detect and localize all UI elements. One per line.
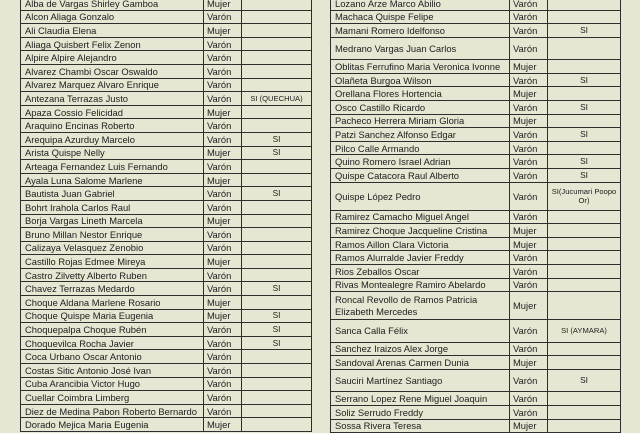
gender-cell: Varón (510, 342, 548, 356)
indigenous-status-cell (242, 64, 312, 78)
member-name-cell: Soliz Serrudo Freddy (331, 405, 510, 419)
member-name-cell: Choque Quispe Maria Eugenia (21, 309, 204, 323)
gender-cell: Mujer (510, 87, 548, 101)
gender-cell: Varón (510, 210, 548, 224)
table-row (331, 210, 621, 224)
member-name-cell: Sauciri Martínez Santiago (331, 369, 510, 392)
gender-cell: Mujer (204, 173, 242, 187)
member-name-cell: Borja Vargas Lineth Marcela (21, 214, 204, 228)
indigenous-status-cell (242, 173, 312, 187)
gender-cell: Varón (204, 51, 242, 65)
indigenous-status-cell: SI (QUECHUA) (242, 92, 312, 106)
member-name-cell: Ramirez Camacho Miguel Angel (331, 210, 510, 224)
table-row (21, 364, 312, 378)
table-row (331, 369, 621, 392)
gender-cell: Varón (510, 155, 548, 169)
member-name-cell: Orellana Flores Hortencia (331, 87, 510, 101)
indigenous-status-cell (242, 105, 312, 119)
gender-cell: Varón (204, 78, 242, 92)
indigenous-status-cell (548, 265, 621, 279)
member-name-cell: Antezana Terrazas Justo (21, 92, 204, 106)
table-row (331, 419, 621, 433)
gender-cell: Varón (510, 265, 548, 279)
gender-cell: Varón (204, 64, 242, 78)
indigenous-status-cell (548, 419, 621, 433)
member-name-cell: Ramirez Choque Jacqueline Cristina (331, 224, 510, 238)
table-row (21, 255, 312, 269)
member-name-cell: Cuba Arancibia Victor Hugo (21, 377, 204, 391)
member-name-cell: Sossa Rivera Teresa (331, 419, 510, 433)
member-name-cell: Osco Castillo Ricardo (331, 101, 510, 115)
table-row (21, 336, 312, 350)
member-name-cell: Oblitas Ferrufino Maria Veronica Ivonne (331, 60, 510, 74)
indigenous-status-cell: SI (548, 369, 621, 392)
member-name-cell: Aliaga Quisbert Felix Zenon (21, 37, 204, 51)
indigenous-status-cell: SI (242, 146, 312, 160)
indigenous-status-cell (548, 210, 621, 224)
table-row (21, 404, 312, 418)
member-name-cell: Quispe Catacora Raul Alberto (331, 169, 510, 183)
indigenous-status-cell: SI (242, 309, 312, 323)
table-row (331, 141, 621, 155)
table-row (21, 160, 312, 174)
table-row (21, 105, 312, 119)
member-name-cell: Patzi Sanchez Alfonso Edgar (331, 128, 510, 142)
member-name-cell: Sandoval Arenas Carmen Dunia (331, 356, 510, 370)
indigenous-status-cell (548, 278, 621, 292)
member-name-cell: Pacheco Herrera Miriam Gloria (331, 114, 510, 128)
member-name-cell: Serrano Lopez Rene Miguel Joaquin (331, 392, 510, 406)
table-row (21, 78, 312, 92)
table-row (331, 182, 621, 210)
table-row (21, 132, 312, 146)
indigenous-status-cell (242, 364, 312, 378)
gender-cell: Varón (204, 200, 242, 214)
gender-cell: Mujer (204, 0, 242, 10)
table-row (331, 73, 621, 87)
member-name-cell: Mamani Romero Idelfonso (331, 24, 510, 38)
table-row (21, 323, 312, 337)
table-row (331, 251, 621, 265)
member-name-cell: Bautista Juan Gabriel (21, 187, 204, 201)
indigenous-status-cell (548, 0, 621, 10)
member-name-cell: Diez de Medina Pabon Roberto Bernardo (21, 404, 204, 418)
indigenous-status-cell: SI (242, 132, 312, 146)
gender-cell: Varón (510, 128, 548, 142)
gender-cell: Varón (204, 228, 242, 242)
member-name-cell: Alba de Vargas Shirley Gamboa (21, 0, 204, 10)
member-name-cell: Lozano Arze Marco Abilio (331, 0, 510, 10)
table-row (331, 392, 621, 406)
indigenous-status-cell (548, 237, 621, 251)
gender-cell: Mujer (510, 292, 548, 320)
gender-cell: Varón (204, 10, 242, 24)
member-name-cell: Apaza Cossio Felicidad (21, 105, 204, 119)
member-name-cell: Calizaya Velasquez Zenobio (21, 241, 204, 255)
gender-cell: Mujer (510, 224, 548, 238)
indigenous-status-cell (242, 37, 312, 51)
table-row (21, 200, 312, 214)
table-row (331, 320, 621, 343)
gender-cell: Varón (204, 268, 242, 282)
table-row (331, 155, 621, 169)
gender-cell: Mujer (204, 418, 242, 432)
gender-cell: Mujer (510, 419, 548, 433)
table-row (331, 0, 621, 10)
table-row (21, 296, 312, 310)
gender-cell: Varón (204, 37, 242, 51)
member-name-cell: Rivas Montealegre Ramiro Abelardo (331, 278, 510, 292)
member-name-cell: Choquevilca Rocha Javier (21, 336, 204, 350)
gender-cell: Varón (204, 350, 242, 364)
table-row (21, 228, 312, 242)
member-name-cell: Rios Zeballos Oscar (331, 265, 510, 279)
member-name-cell: Machaca Quispe Felipe (331, 10, 510, 24)
member-name-cell: Cuellar Coimbra Limberg (21, 391, 204, 405)
member-name-cell: Araquino Encinas Roberto (21, 119, 204, 133)
indigenous-status-cell (548, 37, 621, 60)
table-row (21, 173, 312, 187)
table-row (331, 265, 621, 279)
table-row (21, 377, 312, 391)
gender-cell: Varón (510, 169, 548, 183)
member-name-cell: Quino Romero Israel Adrian (331, 155, 510, 169)
gender-cell: Varón (510, 251, 548, 265)
gender-cell: Mujer (204, 309, 242, 323)
indigenous-status-cell: SI (548, 155, 621, 169)
table-row (331, 356, 621, 370)
member-name-cell: Chavez Terrazas Medardo (21, 282, 204, 296)
indigenous-status-cell (548, 60, 621, 74)
member-name-cell: Alvarez Chambi Oscar Oswaldo (21, 64, 204, 78)
gender-cell: Varón (204, 132, 242, 146)
indigenous-status-cell (242, 228, 312, 242)
indigenous-status-cell: SI (548, 101, 621, 115)
gender-cell: Mujer (204, 24, 242, 38)
member-name-cell: Choque Aldana Marlene Rosario (21, 296, 204, 310)
gender-cell: Varón (204, 336, 242, 350)
member-name-cell: Arequipa Azurduy Marcelo (21, 132, 204, 146)
member-name-cell: Alvarez Marquez Alvaro Enrique (21, 78, 204, 92)
gender-cell: Varón (510, 24, 548, 38)
table-row (331, 237, 621, 251)
table-row (331, 224, 621, 238)
table-row (21, 268, 312, 282)
gender-cell: Varón (510, 405, 548, 419)
gender-cell: Varón (510, 101, 548, 115)
indigenous-status-cell (242, 296, 312, 310)
indigenous-status-cell (242, 377, 312, 391)
gender-cell: Varón (510, 320, 548, 343)
member-name-cell: Coca Urbano Oscar Antonio (21, 350, 204, 364)
table-row (331, 278, 621, 292)
gender-cell: Varón (204, 187, 242, 201)
indigenous-status-cell (548, 342, 621, 356)
indigenous-status-cell: SI (AYMARA) (548, 320, 621, 343)
gender-cell: Varón (204, 377, 242, 391)
indigenous-status-cell (242, 119, 312, 133)
indigenous-status-cell (242, 160, 312, 174)
indigenous-status-cell (242, 404, 312, 418)
member-name-cell: Sanca Calla Félix (331, 320, 510, 343)
gender-cell: Varón (204, 404, 242, 418)
member-name-cell: Ali Claudia Elena (21, 24, 204, 38)
member-name-cell: Ramos Alurralde Javier Freddy (331, 251, 510, 265)
table-row (21, 10, 312, 24)
indigenous-status-cell (548, 356, 621, 370)
table-row (21, 146, 312, 160)
indigenous-status-cell (548, 87, 621, 101)
member-name-cell: Ramos Aillon Clara Victoria (331, 237, 510, 251)
gender-cell: Varón (510, 182, 548, 210)
table-row (331, 342, 621, 356)
indigenous-status-cell: SI (242, 187, 312, 201)
table-row (331, 292, 621, 320)
indigenous-status-cell (242, 0, 312, 10)
table-row (21, 37, 312, 51)
table-row (331, 101, 621, 115)
member-name-cell: Alcon Aliaga Gonzalo (21, 10, 204, 24)
gender-cell: Varón (204, 92, 242, 106)
indigenous-status-cell (242, 241, 312, 255)
indigenous-status-cell (242, 78, 312, 92)
member-name-cell: Ayala Luna Salome Marlene (21, 173, 204, 187)
indigenous-status-cell: SI (548, 24, 621, 38)
gender-cell: Mujer (510, 237, 548, 251)
indigenous-status-cell (548, 405, 621, 419)
table-row (331, 114, 621, 128)
member-name-cell: Castillo Rojas Edmee Mireya (21, 255, 204, 269)
indigenous-status-cell (548, 392, 621, 406)
table-row (21, 24, 312, 38)
table-row (331, 37, 621, 60)
gender-cell: Mujer (204, 214, 242, 228)
table-row (21, 391, 312, 405)
indigenous-status-cell: SI (548, 128, 621, 142)
table-row (21, 418, 312, 432)
member-name-cell: Costas Sitic Antonio José Ivan (21, 364, 204, 378)
member-name-cell: Arista Quispe Nelly (21, 146, 204, 160)
member-name-cell: Dorado Mejica Maria Eugenia (21, 418, 204, 432)
indigenous-status-cell (548, 251, 621, 265)
member-name-cell: Alpire Alpire Alejandro (21, 51, 204, 65)
gender-cell: Varón (204, 391, 242, 405)
indigenous-status-cell (242, 214, 312, 228)
indigenous-status-cell (242, 391, 312, 405)
table-row (21, 119, 312, 133)
indigenous-status-cell (548, 10, 621, 24)
gender-cell: Varón (204, 160, 242, 174)
gender-cell: Mujer (204, 296, 242, 310)
gender-cell: Varón (204, 282, 242, 296)
table-row (21, 241, 312, 255)
gender-cell: Varón (204, 323, 242, 337)
indigenous-status-cell: SI (242, 323, 312, 337)
gender-cell: Mujer (510, 60, 548, 74)
member-name-cell: Castro Zilvetty Alberto Ruben (21, 268, 204, 282)
gender-cell: Mujer (204, 146, 242, 160)
indigenous-status-cell (242, 418, 312, 432)
gender-cell: Varón (510, 10, 548, 24)
gender-cell: Varón (510, 73, 548, 87)
indigenous-status-cell (242, 200, 312, 214)
table-row (21, 187, 312, 201)
table-row (21, 309, 312, 323)
gender-cell: Varón (510, 278, 548, 292)
member-name-cell: Arteaga Fernandez Luis Fernando (21, 160, 204, 174)
member-name-cell: Bruno Millan Nestor Enrique (21, 228, 204, 242)
gender-cell: Varón (510, 392, 548, 406)
gender-cell: Mujer (204, 105, 242, 119)
table-row (331, 169, 621, 183)
member-name-cell: Quispe López Pedro (331, 182, 510, 210)
indigenous-status-cell (548, 141, 621, 155)
table-row (331, 60, 621, 74)
table-row (21, 214, 312, 228)
gender-cell: Mujer (510, 114, 548, 128)
indigenous-status-cell: SI(Jucumari Poopo Or) (548, 182, 621, 210)
table-row (331, 24, 621, 38)
gender-cell: Varón (510, 369, 548, 392)
right-table (330, 0, 621, 433)
gender-cell: Mujer (204, 255, 242, 269)
gender-cell: Varón (204, 364, 242, 378)
indigenous-status-cell (548, 114, 621, 128)
indigenous-status-cell (242, 350, 312, 364)
table-row (21, 350, 312, 364)
table-row (331, 128, 621, 142)
indigenous-status-cell: SI (548, 73, 621, 87)
indigenous-status-cell (548, 224, 621, 238)
member-name-cell: Pilco Calle Armando (331, 141, 510, 155)
gender-cell: Mujer (510, 356, 548, 370)
table-row (21, 64, 312, 78)
member-name-cell: Olañeta Burgoa Wilson (331, 73, 510, 87)
indigenous-status-cell (242, 24, 312, 38)
indigenous-status-cell: SI (242, 336, 312, 350)
member-name-cell: Medrano Vargas Juan Carlos (331, 37, 510, 60)
table-row (21, 51, 312, 65)
indigenous-status-cell (548, 292, 621, 320)
member-name-cell: Choquepalpa Choque Rubén (21, 323, 204, 337)
table-row (21, 0, 312, 10)
member-name-cell: Sanchez Iraizos Alex Jorge (331, 342, 510, 356)
member-name-cell: Roncal Revollo de Ramos Patricia Elizabeth Mercedes (331, 292, 510, 320)
gender-cell: Varón (510, 0, 548, 10)
gender-cell: Varón (510, 141, 548, 155)
table-row (331, 87, 621, 101)
table-row (331, 10, 621, 24)
table-row (21, 92, 312, 106)
indigenous-status-cell (242, 268, 312, 282)
member-name-cell: Bohrt Irahola Carlos Raul (21, 200, 204, 214)
gender-cell: Varón (510, 37, 548, 60)
gender-cell: Varón (204, 241, 242, 255)
table-row (21, 282, 312, 296)
indigenous-status-cell (242, 51, 312, 65)
gender-cell: Varón (204, 119, 242, 133)
indigenous-status-cell (242, 255, 312, 269)
indigenous-status-cell (242, 10, 312, 24)
table-row (331, 405, 621, 419)
left-table (20, 0, 312, 432)
indigenous-status-cell: SI (242, 282, 312, 296)
indigenous-status-cell: SI (548, 169, 621, 183)
